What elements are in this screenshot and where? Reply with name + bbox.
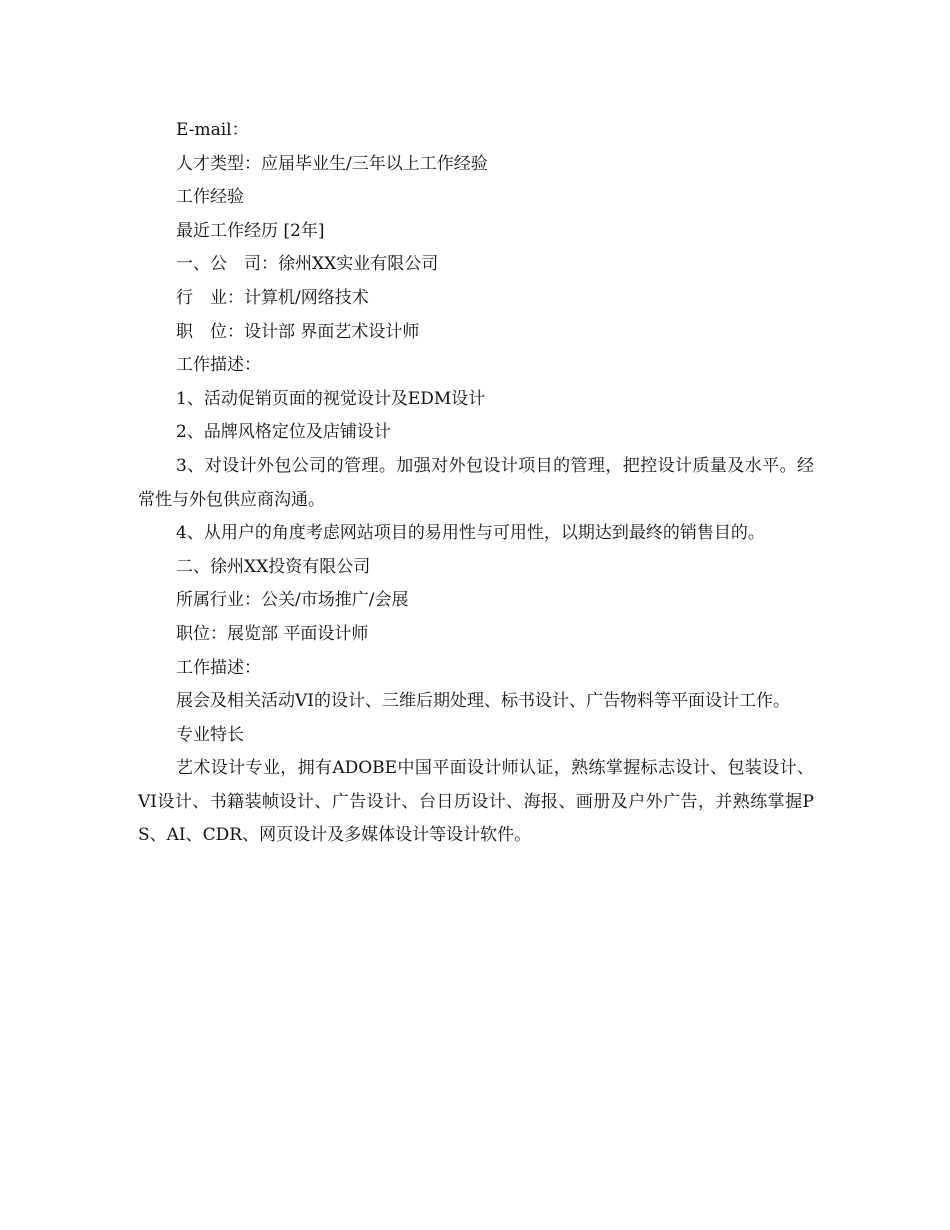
talent-type-line: 人才类型：应届毕业生/三年以上工作经验 [176,153,488,174]
industry-two-line: 所属行业：公关/市场推广/会展 [176,590,409,611]
work-experience-heading: 工作经验 [176,187,244,208]
specialty-paragraph: 艺术设计专业，拥有ADOBE中国平面设计师认证，熟练掌握标志设计、包装设计、VI设计、书籍装帧设计、广告设计、台日历设计、海报、画册及户外广告，并熟练掌握PS、AI、CDR、网页设计及多媒体设计等设计软件。 [138,758,814,846]
specialty-heading: 专业特长 [176,724,244,745]
job-description-heading-one: 工作描述： [176,355,261,376]
industry-one-line: 行 业：计算机/网络技术 [176,287,369,308]
company-one-line: 一、公 司：徐州XX实业有限公司 [176,254,439,275]
duty-item-1: 1、活动促销页面的视觉设计及EDM设计 [176,388,486,409]
recent-experience-line: 最近工作经历 [2年] [176,220,325,241]
company-two-line: 二、徐州XX投资有限公司 [176,556,371,577]
duty-paragraph-two: 展会及相关活动VI的设计、三维后期处理、标书设计、广告物料等平面设计工作。 [176,691,790,712]
resume-body [138,114,814,853]
position-two-line: 职位：展览部 平面设计师 [176,623,369,644]
email-line: E-mail： [176,120,249,140]
job-description-heading-two: 工作描述： [176,657,261,678]
duty-item-2: 2、品牌风格定位及店铺设计 [176,422,391,443]
duty-item-3: 3、对设计外包公司的管理。加强对外包设计项目的管理，把控设计质量及水平。经常性与外包供应商沟通。 [138,455,814,510]
duty-item-4: 4、从用户的角度考虑网站项目的易用性与可用性，以期达到最终的销售目的。 [176,523,765,544]
position-one-line: 职 位：设计部 界面艺术设计师 [176,321,420,342]
